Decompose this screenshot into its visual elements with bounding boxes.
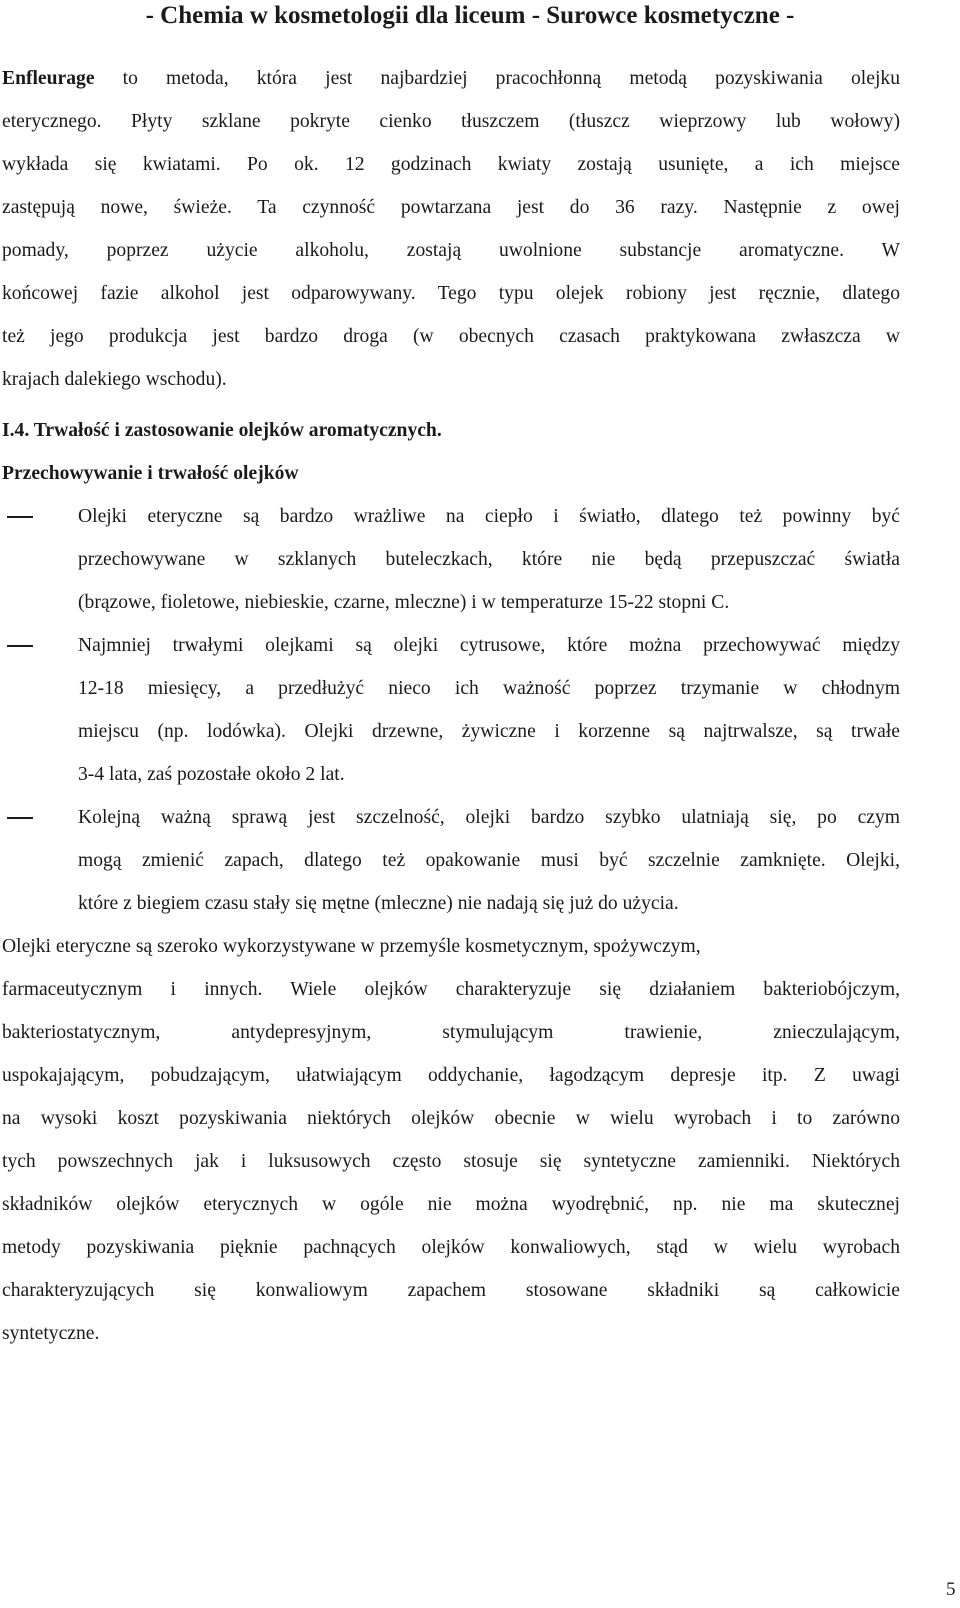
text-line: końcowej fazie alkohol jest odparowywany. Tego typu olejek robiony jest ręcznie, dlatego — [2, 283, 900, 304]
text-line: farmaceutycznym i innych. Wiele olejków charakteryzuje się działaniem bakteriobójczym, — [2, 979, 900, 1000]
text-line: zastępują nowe, świeże. Ta czynność powtarzana jest do 36 razy. Następnie z owej — [2, 197, 900, 218]
text-line: przechowywane w szklanych buteleczkach, które nie będą przepuszczać światła — [78, 549, 900, 570]
section-heading: I.4. Trwałość i zastosowanie olejków aromatycznych. — [2, 420, 442, 441]
page-header: - Chemia w kosmetologii dla liceum - Surowce kosmetyczne - — [145, 2, 795, 29]
subheading: Przechowywanie i trwałość olejków — [2, 463, 299, 484]
text-line: wykłada się kwiatami. Po ok. 12 godzinach kwiaty zostają usunięte, a ich miejsce — [2, 154, 900, 175]
text-line: Najmniej trwałymi olejkami są olejki cytrusowe, które można przechowywać między — [78, 635, 900, 656]
text-line: miejscu (np. lodówka). Olejki drzewne, żywiczne i korzenne są najtrwalsze, są trwałe — [78, 721, 900, 742]
text-line: syntetyczne. — [2, 1323, 100, 1344]
text-line: 3-4 lata, zaś pozostałe około 2 lat. — [78, 764, 345, 785]
text-line: charakteryzujących się konwaliowym zapachem stosowane składniki są całkowicie — [2, 1280, 900, 1301]
text-line: też jego produkcja jest bardzo droga (w obecnych czasach praktykowana zwłaszcza w — [2, 326, 900, 347]
dash-bullet-icon — [7, 516, 33, 518]
dash-bullet-icon — [7, 817, 33, 819]
text-line: metody pozyskiwania pięknie pachnących olejków konwaliowych, stąd w wielu wyrobach — [2, 1237, 900, 1258]
text-line: mogą zmienić zapach, dlatego też opakowanie musi być szczelnie zamknięte. Olejki, — [78, 850, 900, 871]
text-line: pomady, poprzez użycie alkoholu, zostają uwolnione substancje aromatyczne. W — [2, 240, 900, 261]
text-line: 12-18 miesięcy, a przedłużyć nieco ich ważność poprzez trzymanie w chłodnym — [78, 678, 900, 699]
text-line: na wysoki koszt pozyskiwania niektórych olejków obecnie w wielu wyrobach i to zarówno — [2, 1108, 900, 1129]
page-number: 5 — [946, 1579, 956, 1600]
text-line: Olejki eteryczne są bardzo wrażliwe na ciepło i światło, dlatego też powinny być — [78, 506, 900, 527]
text-line: Olejki eteryczne są szeroko wykorzystywane w przemyśle kosmetycznym, spożywczym, — [2, 936, 701, 957]
text-line: składników olejków eterycznych w ogóle nie można wyodrębnić, np. nie ma skutecznej — [2, 1194, 900, 1215]
text-line: uspokajającym, pobudzającym, ułatwiającym oddychanie, łagodzącym depresje itp. Z uwagi — [2, 1065, 900, 1086]
text-line: które z biegiem czasu stały się mętne (mleczne) nie nadają się już do użycia. — [78, 893, 679, 914]
text-line: eterycznego. Płyty szklane pokryte cienko tłuszczem (tłuszcz wieprzowy lub wołowy) — [2, 111, 900, 132]
text-line: tych powszechnych jak i luksusowych często stosuje się syntetyczne zamienniki. Niektórych — [2, 1151, 900, 1172]
text-span: to metoda, która jest najbardziej pracochłonną metodą pozyskiwania olejku — [94, 68, 900, 89]
text-line: Kolejną ważną sprawą jest szczelność, olejki bardzo szybko ulatniają się, po czym — [78, 807, 900, 828]
dash-bullet-icon — [7, 645, 33, 647]
text-line: bakteriostatycznym, antydepresyjnym, stymulującym trawienie, znieczulającym, — [2, 1022, 900, 1043]
text-line: (brązowe, fioletowe, niebieskie, czarne, mleczne) i w temperaturze 15-22 stopni C. — [78, 592, 730, 613]
text-line — [2, 66, 900, 92]
term-enfleurage: Enfleurage — [2, 68, 95, 89]
text-line: krajach dalekiego wschodu). — [2, 369, 227, 390]
